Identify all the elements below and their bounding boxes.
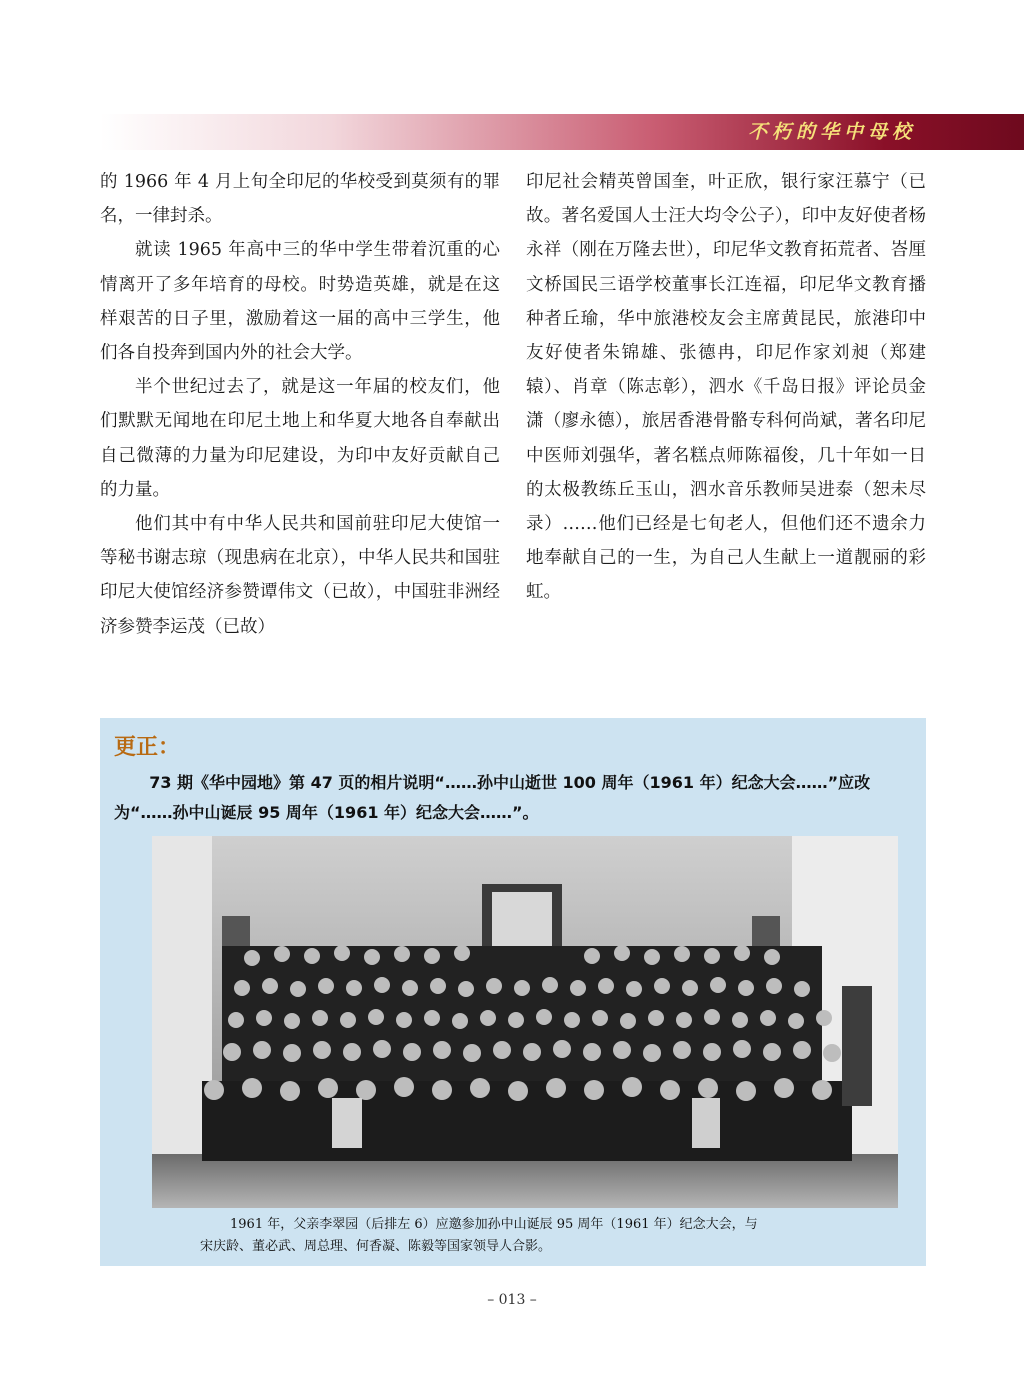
group-photo-illustration — [152, 836, 898, 1208]
photo-caption — [200, 1214, 900, 1258]
paragraph: 就读 1965 年高中三的华中学生带着沉重的心情离开了多年培育的母校。时势造英雄，就是在这样艰苦的日子里，激励着这一届的高中三学生，他们各自投奔到国内外的社会大学。 — [100, 240, 500, 364]
paragraph: 他们其中有中华人民共和国前驻印尼大使馆一等秘书谢志琼（现患病在北京），中华人民共和国驻印尼大使馆经济参赞谭伟文（已故），中国驻非洲经济参赞李运茂（已故） — [100, 514, 500, 637]
paragraph: 的 1966 年 4 月上旬全印尼的华校受到莫须有的罪名，一律封杀。 — [100, 172, 500, 227]
correction-heading: 更正： — [114, 735, 181, 760]
section-title: 不朽的华中母校 — [747, 121, 916, 143]
paragraph: 半个世纪过去了，就是这一年届的校友们，他们默默无闻地在印尼土地上和华夏大地各自奉献出自己微薄的力量为印尼建设，为印中友好贡献自己的力量。 — [100, 377, 500, 500]
correction-box — [100, 718, 926, 1266]
left-column — [100, 165, 500, 644]
group-photo — [152, 836, 898, 1208]
right-column — [526, 165, 926, 610]
caption-line: 宋庆龄、董必武、周总理、何香凝、陈毅等国家领导人合影。 — [200, 1239, 552, 1254]
correction-text: 73 期《华中园地》第 47 页的相片说明“……孙中山逝世 100 周年（1961 年）纪念大会……”应改为“……孙中山诞辰 95 周年（1961 年）纪念大会……”。 — [114, 773, 871, 822]
paragraph: 印尼社会精英曾国奎，叶正欣，银行家汪慕宁（已故。著名爱国人士汪大均令公子），印中友好使者杨永祥（刚在万隆去世），印尼华文教育拓荒者、峇厘文桥国民三语学校董事长江连福，印尼华文教育播种者丘瑜，华中旅港校友会主席黄昆民，旅港印中友好使者朱锦雄、张德冉，印尼作家刘昶（郑建辕）、肖章（陈志彰），泗水《千岛日报》评论员金潇（廖永德），旅居香港骨骼专科何尚斌，著名印尼中医师刘强华，著名糕点师陈福俊，几十年如一日的太极教练丘玉山，泗水音乐教师吴进泰（恕未尽录）……他们已经是七旬老人，但他们还不遗余力地奉献自己的一生，为自己人生献上一道靓丽的彩虹。 — [526, 172, 926, 603]
page-number: – 013 – — [487, 1292, 537, 1308]
caption-line: 1961 年，父亲李翠园（后排左 6）应邀参加孙中山诞辰 95 周年（1961 年）纪念大会，与 — [230, 1217, 758, 1232]
